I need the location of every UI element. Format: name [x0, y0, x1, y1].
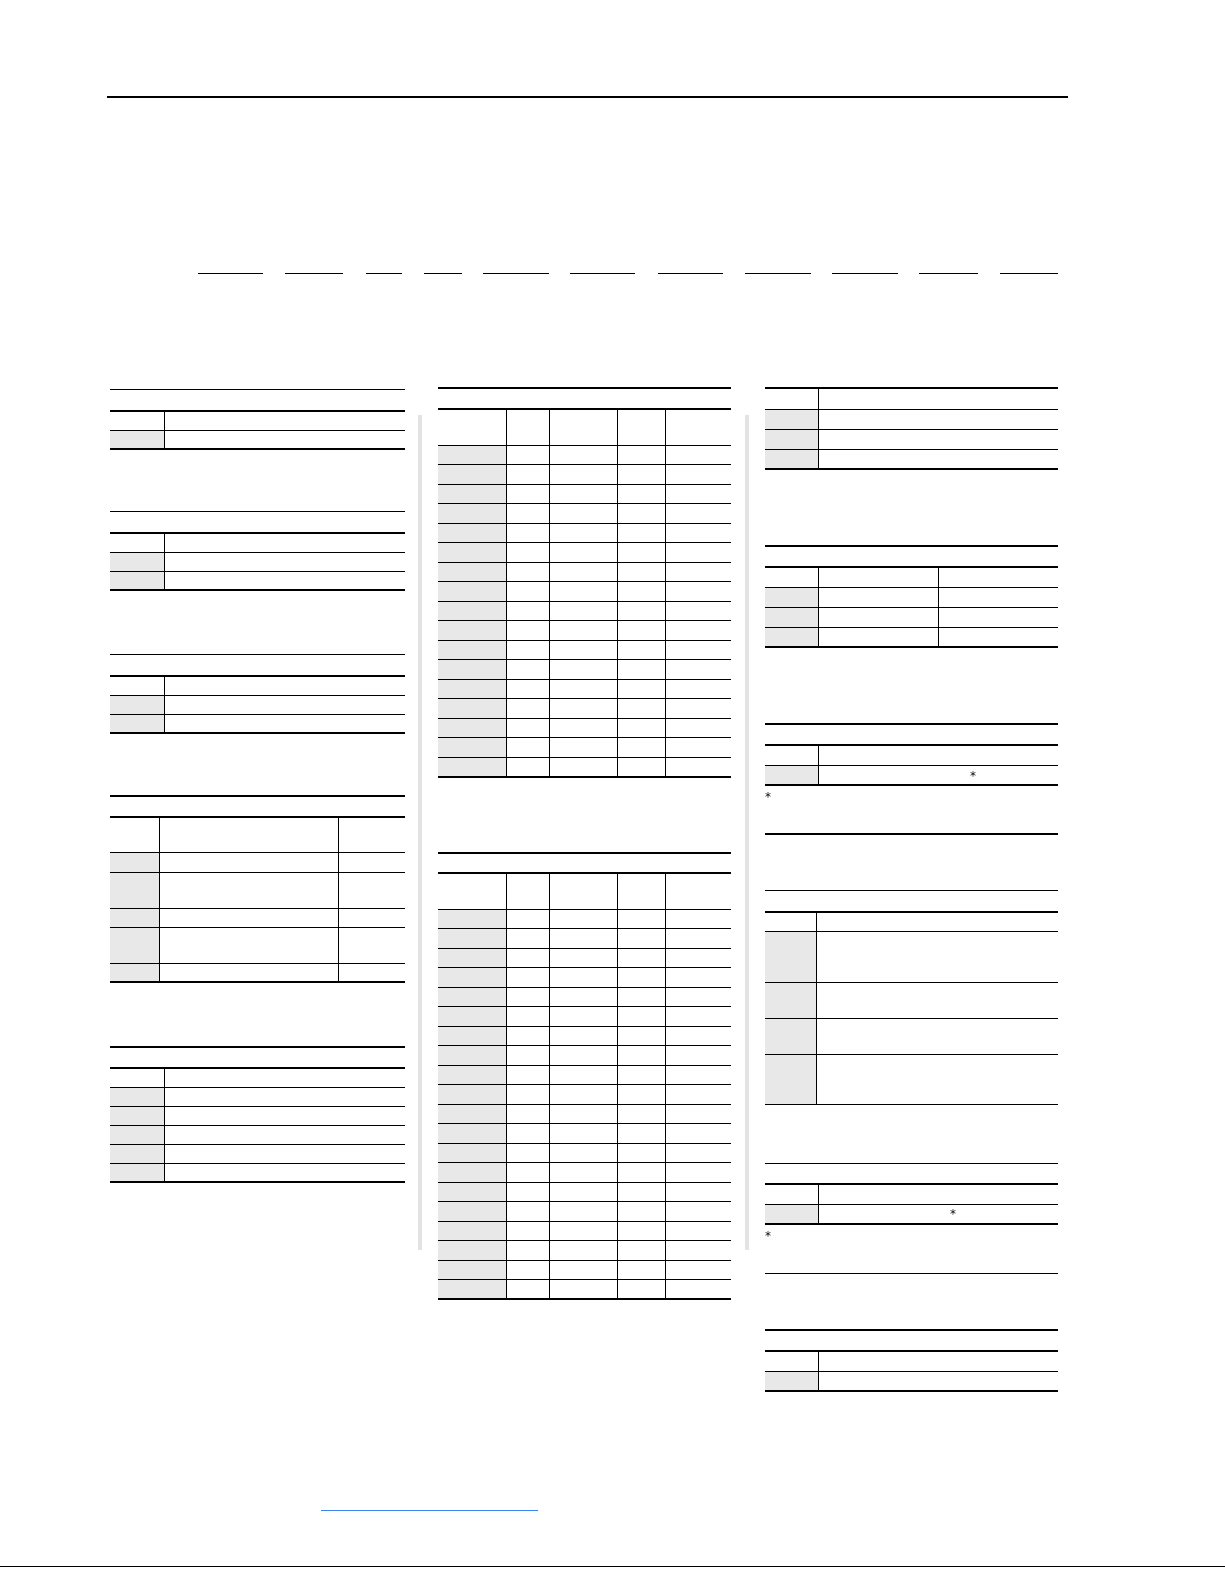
middle-table-2: [438, 872, 731, 1300]
table-row: [765, 912, 1058, 931]
table-row: [438, 621, 731, 641]
table-row: [438, 929, 731, 949]
table-row: [438, 1026, 731, 1046]
table-row: [438, 465, 731, 485]
table-row: [110, 908, 405, 927]
table-row: [765, 931, 1058, 982]
table-caption-rule: [765, 890, 1058, 891]
table-header-row: [438, 409, 731, 445]
fill-in-line[interactable]: [198, 273, 263, 274]
right-table-4: [765, 911, 1058, 1105]
fill-in-line[interactable]: [745, 273, 811, 274]
table-row: [765, 982, 1058, 1018]
table-row: [765, 1351, 1058, 1371]
table-row: [438, 738, 731, 758]
table-row: [110, 571, 405, 590]
table-row: [110, 533, 405, 552]
section-rule: [765, 1273, 1058, 1274]
right-table-5: [765, 1183, 1058, 1225]
table-row: [765, 429, 1058, 449]
right-table-6: [765, 1350, 1058, 1392]
table-row: [110, 1087, 405, 1106]
fill-in-line[interactable]: [919, 273, 978, 274]
table-caption-rule: [765, 545, 1058, 547]
table-row: [110, 430, 405, 449]
table-row: [765, 1054, 1058, 1104]
table-row: [110, 927, 405, 963]
table-row: [438, 562, 731, 582]
table-caption-rule: [110, 795, 405, 797]
table-row: [765, 765, 1058, 785]
fill-in-line[interactable]: [658, 273, 723, 274]
table-row: [765, 1204, 1058, 1224]
table-caption-rule: [438, 852, 731, 854]
table-row: [438, 1241, 731, 1261]
table-caption-rule: [765, 723, 1058, 725]
table-row: [765, 627, 1058, 647]
table-row: [438, 757, 731, 777]
table-row: [765, 388, 1058, 409]
table-row: [110, 1163, 405, 1182]
table-row: [110, 1125, 405, 1144]
table-caption-rule: [110, 1046, 405, 1048]
footnote-marker: *: [765, 790, 771, 804]
footer-link[interactable]: [321, 1510, 538, 1511]
table-caption-rule: [765, 1329, 1058, 1331]
table-row: [110, 552, 405, 571]
fill-in-line[interactable]: [1000, 273, 1058, 274]
footer-rule: [0, 1566, 1225, 1567]
table-row: [110, 1106, 405, 1125]
table-row: [438, 968, 731, 988]
table-row: [765, 567, 1058, 587]
fill-in-line[interactable]: [285, 273, 343, 274]
footnote-marker: *: [765, 1229, 771, 1243]
fill-in-line[interactable]: [832, 273, 898, 274]
table-row: [438, 987, 731, 1007]
footnote-marker: *: [970, 769, 976, 783]
table-row: [110, 411, 405, 430]
table-row: [438, 679, 731, 699]
table-row: [110, 695, 405, 714]
table-row: [438, 445, 731, 465]
left-table-5: [110, 1067, 405, 1183]
table-row: [438, 699, 731, 719]
table-row: [110, 963, 405, 982]
table-row: [438, 1143, 731, 1163]
table-row: [438, 948, 731, 968]
table-caption-rule: [438, 387, 731, 389]
fill-in-line[interactable]: [424, 273, 462, 274]
footnote-marker: *: [950, 1207, 956, 1221]
fill-in-line[interactable]: [483, 273, 549, 274]
table-row: [438, 660, 731, 680]
table-row: [110, 872, 405, 908]
table-row: [438, 640, 731, 660]
table-row: [110, 852, 405, 872]
table-row: [438, 1124, 731, 1144]
table-row: [110, 676, 405, 695]
table-row: [110, 1068, 405, 1087]
table-row: [438, 1163, 731, 1183]
fill-in-line[interactable]: [570, 273, 635, 274]
column-separator: [745, 415, 749, 1250]
table-row: [438, 1182, 731, 1202]
table-row: [110, 714, 405, 733]
table-row: [438, 1007, 731, 1027]
table-row: [438, 543, 731, 563]
table-caption-rule: [110, 654, 405, 655]
section-rule: [765, 833, 1058, 835]
table-row: [438, 1221, 731, 1241]
table-row: [438, 1046, 731, 1066]
table-row: [438, 601, 731, 621]
table-row: [765, 409, 1058, 429]
right-table-3: [765, 744, 1058, 786]
table-row: [438, 1260, 731, 1280]
table-row: [765, 1371, 1058, 1391]
table-row: [438, 718, 731, 738]
table-row: [765, 1018, 1058, 1054]
left-table-3: [110, 675, 405, 734]
table-row: [438, 504, 731, 524]
table-row: [765, 449, 1058, 469]
table-row: [765, 1184, 1058, 1204]
table-row: [765, 607, 1058, 627]
fill-in-line[interactable]: [366, 273, 402, 274]
table-row: [438, 582, 731, 602]
table-row: [110, 817, 405, 852]
table-row: [438, 1085, 731, 1105]
table-row: [438, 909, 731, 929]
right-table-2: [765, 566, 1058, 648]
table-caption-rule: [110, 511, 405, 512]
table-row: [438, 1280, 731, 1300]
table-row: [438, 1202, 731, 1222]
middle-table-1: [438, 408, 731, 778]
table-row: [438, 523, 731, 543]
table-row: [765, 587, 1058, 607]
table-row: [438, 484, 731, 504]
table-caption-rule: [110, 389, 405, 390]
table-row: [438, 1065, 731, 1085]
table-caption-rule: [765, 1163, 1058, 1164]
left-table-2: [110, 532, 405, 591]
table-row: [765, 745, 1058, 765]
column-separator: [418, 415, 422, 1250]
right-table-1: [765, 387, 1058, 470]
table-header-row: [438, 873, 731, 909]
table-row: [110, 1144, 405, 1163]
header-rule: [107, 96, 1068, 98]
left-table-4: [110, 816, 405, 983]
left-table-1: [110, 410, 405, 450]
table-row: [438, 1104, 731, 1124]
